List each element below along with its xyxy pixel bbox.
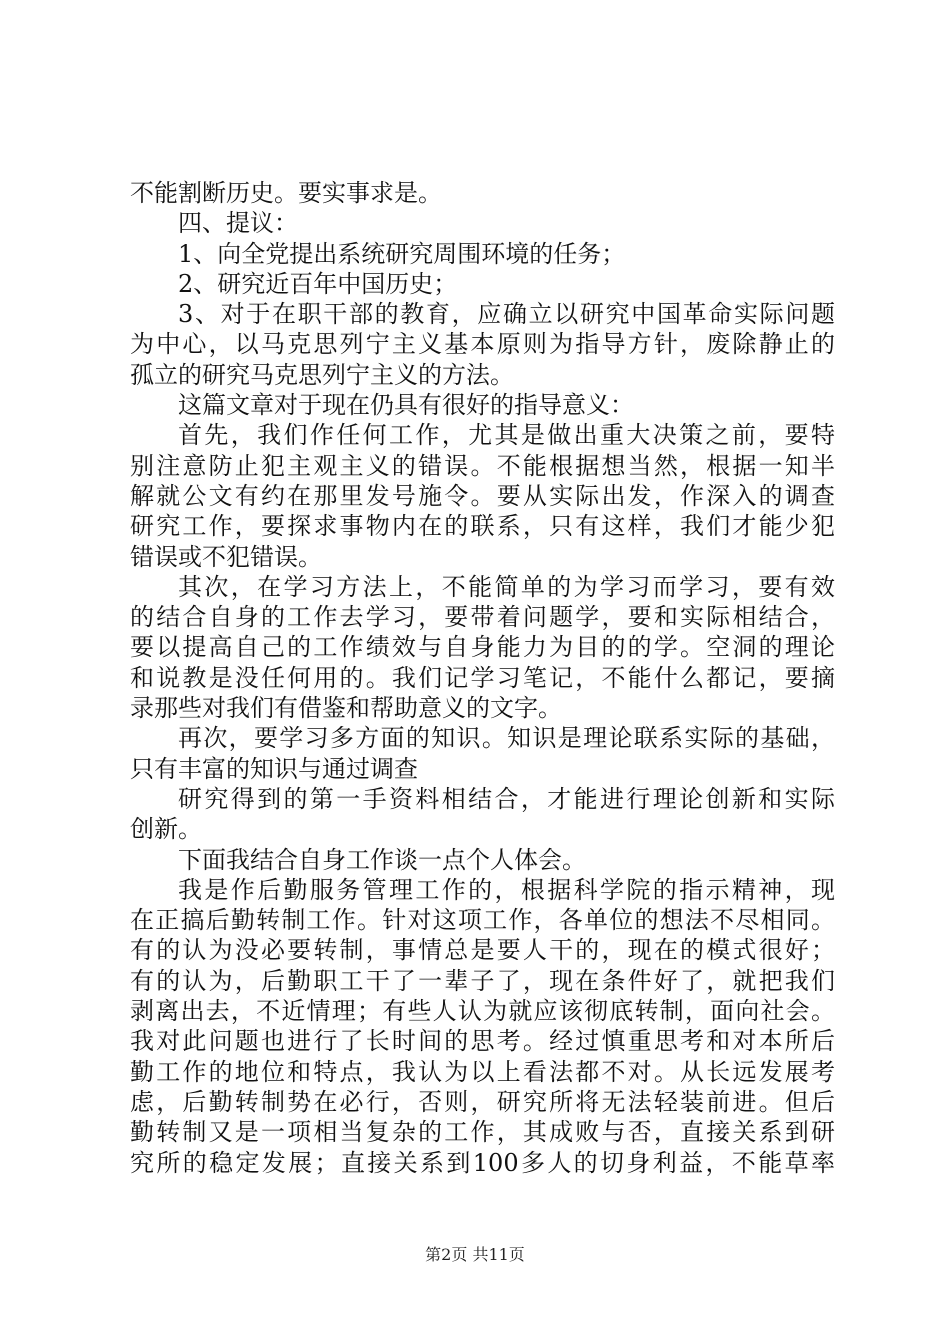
- text-line: 为中心，以马克思列宁主义基本原则为指导方针，废除静止的: [130, 330, 835, 359]
- text-line: 录那些对我们有借鉴和帮助意义的文字。: [130, 694, 562, 723]
- text-line: 3、对于在职干部的教育，应确立以研究中国革命实际问题: [178, 300, 835, 329]
- text-line: 和说教是没任何用的。我们记学习笔记，不能什么都记，要摘: [130, 663, 835, 692]
- text-line: 再次，要学习多方面的知识。知识是理论联系实际的基础，: [178, 724, 835, 753]
- text-line: 究所的稳定发展；直接关系到100多人的切身利益，不能草率: [130, 1148, 835, 1177]
- text-line: 在正搞后勤转制工作。针对这项工作，各单位的想法不尽相同。: [130, 906, 835, 935]
- text-line: 要以提高自己的工作绩效与自身能力为目的的学。空洞的理论: [130, 633, 835, 662]
- text-line: 的结合自身的工作去学习，要带着问题学，要和实际相结合，: [130, 603, 835, 632]
- text-line: 有的认为没必要转制，事情总是要人干的，现在的模式很好；: [130, 936, 835, 965]
- text-line: 四、提议：: [178, 209, 298, 238]
- text-line: 我对此问题也进行了长时间的思考。经过慎重思考和对本所后: [130, 1027, 835, 1056]
- text-line: 勤工作的地位和特点，我认为以上看法都不对。从长远发展考: [130, 1057, 835, 1086]
- text-line: 这篇文章对于现在仍具有很好的指导意义：: [178, 391, 634, 420]
- text-line: 别注意防止犯主观主义的错误。不能根据想当然，根据一知半: [130, 451, 835, 480]
- text-line: 创新。: [130, 815, 202, 844]
- text-line: 我是作后勤服务管理工作的，根据科学院的指示精神，现: [178, 875, 835, 904]
- text-line: 孤立的研究马克思列宁主义的方法。: [130, 360, 514, 389]
- page-number-label: 第2页 共11页: [425, 1245, 525, 1264]
- text-line: 虑，后勤转制势在必行，否则，研究所将无法轻装前进。但后: [130, 1087, 835, 1116]
- text-line: 勤转制又是一项相当复杂的工作，其成败与否，直接关系到研: [130, 1118, 835, 1147]
- text-line: 其次，在学习方法上，不能简单的为学习而学习，要有效: [178, 572, 835, 601]
- text-line: 错误或不犯错误。: [130, 542, 322, 571]
- page-footer: [0, 1242, 950, 1265]
- text-line: 解就公文有约在那里发号施令。要从实际出发，作深入的调查: [130, 481, 835, 510]
- text-line: 只有丰富的知识与通过调查: [130, 754, 418, 783]
- text-line: 下面我结合自身工作谈一点个人体会。: [178, 845, 586, 874]
- text-line: 研究工作，要探求事物内在的联系，只有这样，我们才能少犯: [130, 512, 835, 541]
- text-line: 研究得到的第一手资料相结合，才能进行理论创新和实际: [178, 784, 835, 813]
- text-line: 首先，我们作任何工作，尤其是做出重大决策之前，要特: [178, 421, 835, 450]
- document-body: [130, 178, 835, 1178]
- text-line: 1、向全党提出系统研究周围环境的任务；: [178, 239, 626, 268]
- text-line: 不能割断历史。要实事求是。: [130, 179, 442, 207]
- text-line: 有的认为，后勤职工干了一辈子了，现在条件好了，就把我们: [130, 966, 835, 995]
- text-line: 2、研究近百年中国历史；: [178, 269, 458, 298]
- text-line: 剥离出去，不近情理；有些人认为就应该彻底转制，面向社会。: [130, 997, 835, 1026]
